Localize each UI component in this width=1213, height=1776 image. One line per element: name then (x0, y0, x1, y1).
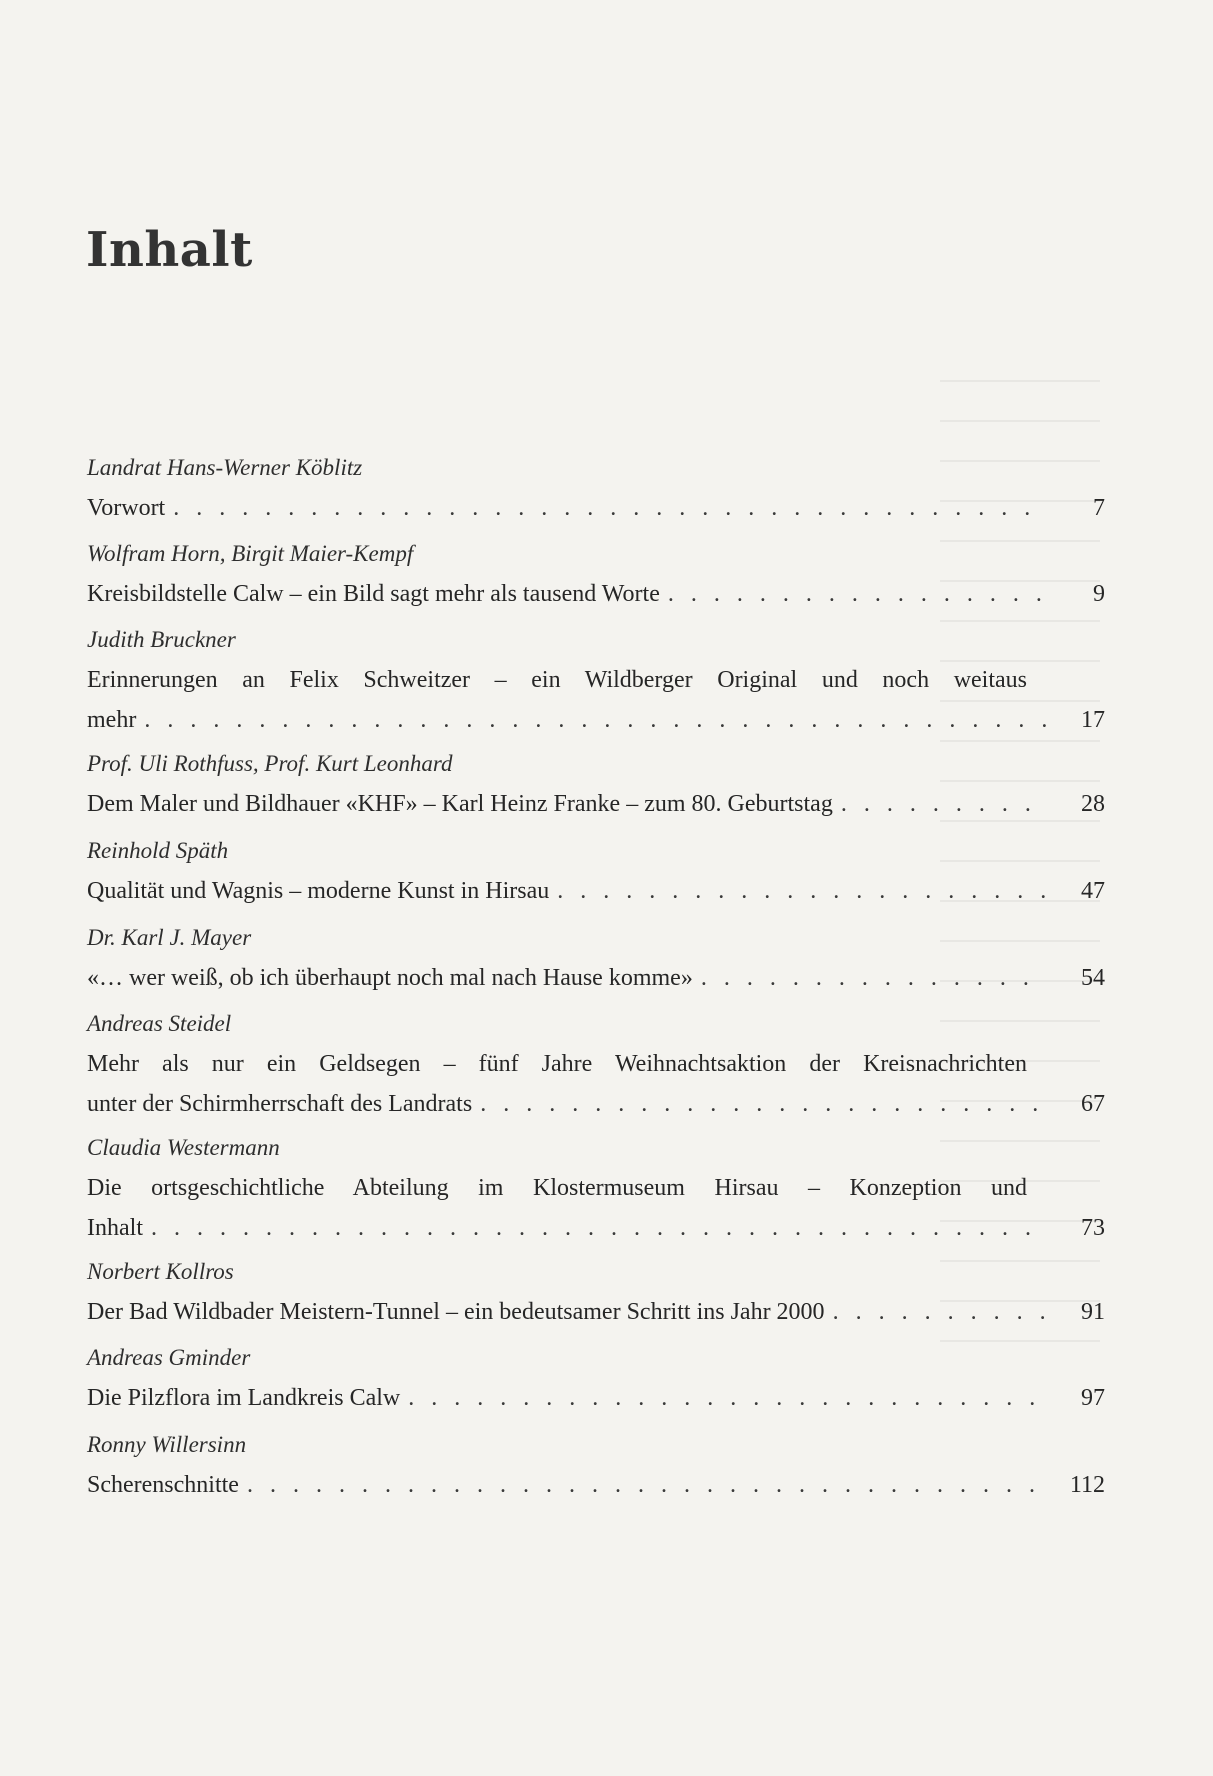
toc-page-number: 112 (1069, 1472, 1105, 1498)
toc-title-line (87, 958, 1105, 998)
dot-leader (557, 871, 1047, 911)
toc-entry (87, 534, 1105, 614)
toc-entry (87, 448, 1105, 528)
toc-author: Reinhold Späth (87, 838, 229, 863)
toc-author: Dr. Karl J. Mayer (87, 925, 252, 950)
toc-author: Andreas Gminder (87, 1345, 251, 1370)
toc-page-number: 47 (1081, 878, 1105, 904)
toc-page-number: 7 (1093, 495, 1105, 521)
toc-page-number: 17 (1081, 707, 1105, 733)
toc-entry (87, 1252, 1105, 1332)
toc-title: mehr (87, 707, 137, 733)
dot-leader (841, 784, 1047, 824)
dot-leader (668, 574, 1047, 614)
toc-title-line (87, 488, 1105, 528)
toc-entry (87, 1004, 1105, 1124)
toc-page-number: 28 (1081, 791, 1105, 817)
toc-author: Norbert Kollros (87, 1259, 234, 1284)
dot-leader (144, 700, 1047, 740)
dot-leader (480, 1084, 1047, 1124)
dot-leader (701, 958, 1047, 998)
toc-entry (87, 1338, 1105, 1418)
toc-page-number: 9 (1093, 581, 1105, 607)
toc-author: Prof. Uli Rothfuss, Prof. Kurt Leonhard (87, 751, 453, 776)
toc-entry (87, 1425, 1105, 1505)
toc-title-line: Mehr als nur ein Geldsegen – fünf Jahre Weihnachtsaktion der Kreisnachrichten (87, 1051, 1027, 1077)
dot-leader (247, 1465, 1047, 1505)
toc-author: Landrat Hans-Werner Köblitz (87, 455, 363, 480)
toc-title: Der Bad Wildbader Meistern-Tunnel – ein bedeutsamer Schritt ins Jahr 2000 (87, 1299, 825, 1325)
toc-title: Scherenschnitte (87, 1472, 239, 1498)
toc-title-line (87, 700, 1105, 740)
toc-title-line (87, 1378, 1105, 1418)
dot-leader (833, 1292, 1047, 1332)
toc-author: Judith Bruckner (87, 627, 236, 652)
toc-title-line: Erinnerungen an Felix Schweitzer – ein Wildberger Original und noch weitaus (87, 667, 1027, 693)
toc-page-number: 97 (1081, 1385, 1105, 1411)
toc-page-number: 54 (1081, 965, 1105, 991)
toc-entry (87, 620, 1105, 740)
toc-title-line (87, 574, 1105, 614)
dot-leader (151, 1208, 1047, 1248)
toc-page-number: 91 (1081, 1299, 1105, 1325)
toc-entry (87, 744, 1105, 824)
toc-title: Inhalt (87, 1215, 143, 1241)
dot-leader (408, 1378, 1047, 1418)
toc-title-line (87, 1084, 1105, 1124)
toc-title: Dem Maler und Bildhauer «KHF» – Karl Heinz Franke – zum 80. Geburtstag (87, 791, 833, 817)
toc-title: Qualität und Wagnis – moderne Kunst in Hirsau (87, 878, 550, 904)
toc-title: Vorwort (87, 495, 166, 521)
toc-title: «… wer weiß, ob ich überhaupt noch mal nach Hause komme» (87, 965, 693, 991)
toc-title-line (87, 1208, 1105, 1248)
toc-title: unter der Schirmherrschaft des Landrats (87, 1091, 473, 1117)
toc-author: Wolfram Horn, Birgit Maier-Kempf (87, 541, 414, 566)
toc-entry (87, 918, 1105, 998)
toc-title: Kreisbildstelle Calw – ein Bild sagt mehr als tausend Worte (87, 581, 660, 607)
toc-author: Andreas Steidel (87, 1011, 232, 1036)
page-title: Inhalt (86, 222, 253, 278)
toc-title-line (87, 871, 1105, 911)
toc-author: Ronny Willersinn (87, 1432, 247, 1457)
toc-page-number: 73 (1081, 1215, 1105, 1241)
toc-title-line: Die ortsgeschichtliche Abteilung im Klostermuseum Hirsau – Konzeption und (87, 1175, 1027, 1201)
toc-page-number: 67 (1081, 1091, 1105, 1117)
toc-entry (87, 1128, 1105, 1248)
toc-entry (87, 831, 1105, 911)
toc-title-line (87, 1465, 1105, 1505)
toc-title: Die Pilzflora im Landkreis Calw (87, 1385, 401, 1411)
toc-title-line (87, 1292, 1105, 1332)
toc-title-line (87, 784, 1105, 824)
dot-leader (173, 488, 1047, 528)
toc-author: Claudia Westermann (87, 1135, 280, 1160)
